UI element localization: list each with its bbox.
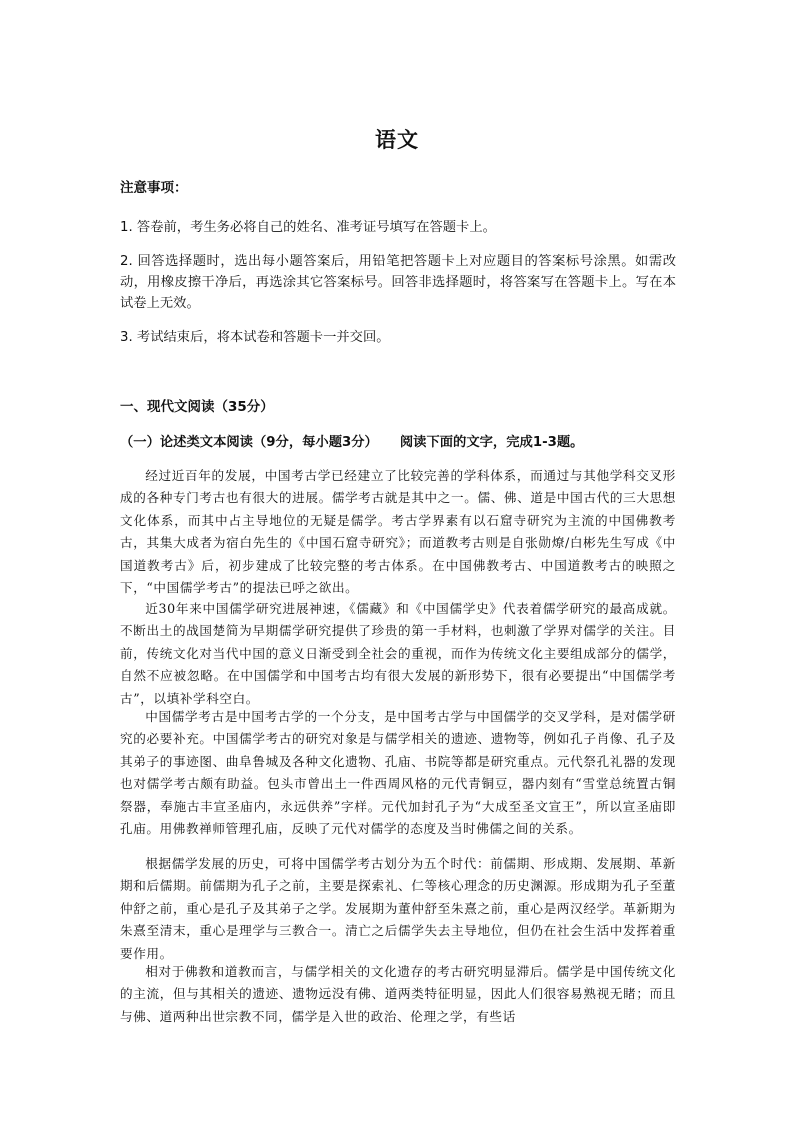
- passage-paragraph-4: 根据儒学发展的历史，可将中国儒学考古划分为五个时代：前儒期、形成期、发展期、革新期和后儒期。前儒期为孔子之前，主要是探索礼、仁等核心理念的历史渊源。形成期为孔子至董仲舒之前，重心是孔子及其弟子之学。发展期为董仲舒至朱熹之前，重心是两汉经学。革新期为朱熹至清末，重心是理学与三教合一。清亡之后儒学失去主导地位，但仍在社会生活中发挥着重要作用。: [120, 856, 676, 961]
- subsection-heading-row: [120, 433, 680, 453]
- section-heading: 一、现代文阅读（35分）: [120, 399, 274, 415]
- notice-item-3: 3. 考试结束后，将本试卷和答题卡一并交回。: [120, 330, 390, 345]
- passage-paragraph-5: 相对于佛教和道教而言，与儒学相关的文化遗存的考古研究明显滞后。儒学是中国传统文化的主流，但与其相关的遗迹、遗物远没有佛、道两类特征明显，因此人们很容易熟视无睹；而且与佛、道两种出世宗教不同，儒学是入世的政治、伦理之学，有些话: [120, 964, 676, 1024]
- passage-paragraph-1: 经过近百年的发展，中国考古学已经建立了比较完善的学科体系，而通过与其他学科交叉形成的各种专门考古也有很大的进展。儒学考古就是其中之一。儒、佛、道是中国古代的三大思想文化体系，而其中占主导地位的无疑是儒学。考古学界素有以石窟寺研究为主流的中国佛教考古，其集大成者为宿白先生的《中国石窟寺研究》；而道教考古则是自张勋燎/白彬先生写成《中国道教考古》后，初步建成了比较完整的考古体系。在中国佛教考古、中国道教考古的映照之下，“中国儒学考古”的提法已呼之欲出。: [120, 468, 676, 596]
- notice-item-2: 2. 回答选择题时，选出每小题答案后，用铅笔把答题卡上对应题目的答案标号涂黑。如需改动，用橡皮擦干净后，再选涂其它答案标号。回答非选择题时，将答案写在答题卡上。写在本试卷上无效。: [120, 254, 676, 311]
- reading-instruction: 阅读下面的文字，完成1-3题。: [399, 435, 584, 450]
- subsection-heading: （一）论述类文本阅读（9分，每小题3分）: [120, 435, 378, 450]
- notice-item-1: 1. 答卷前，考生务必将自己的姓名、准考证号填写在答题卡上。: [120, 220, 496, 235]
- passage-paragraph-3: 中国儒学考古是中国考古学的一个分支，是中国考古学与中国儒学的交叉学科，是对儒学研究的必要补充。中国儒学考古的研究对象是与儒学相关的遗迹、遗物等，例如孔子肖像、孔子及其弟子的事迹图、曲阜鲁城及各种文化遗物、孔庙、书院等都是研究重点。元代祭孔礼器的发现也对儒学考古颇有助益。包头市曾出土一件西周风格的元代青铜豆，器内刻有“雪堂总统置古铜祭器，奉施古丰宣圣庙内，永远供养”字样。元代加封孔子为“大成至圣文宣王”，所以宣圣庙即孔庙。用佛教禅师管理孔庙，反映了元代对儒学的态度及当时佛儒之间的关系。: [120, 709, 676, 837]
- notice-heading: 注意事项：: [120, 180, 188, 196]
- document-title: 语文: [375, 128, 419, 152]
- passage-paragraph-2: 近30年来中国儒学研究进展神速，《儒藏》和《中国儒学史》代表着儒学研究的最高成就。不断出土的战国楚简为早期儒学研究提供了珍贵的第一手材料，也刺激了学界对儒学的关注。目前，传统文化对当代中国的意义日渐受到全社会的重视，而作为传统文化主要组成部分的儒学，自然不应被忽略。在中国儒学和中国考古均有很大发展的新形势下，很有必要提出“中国儒学考古”，以填补学科空白。: [120, 601, 676, 706]
